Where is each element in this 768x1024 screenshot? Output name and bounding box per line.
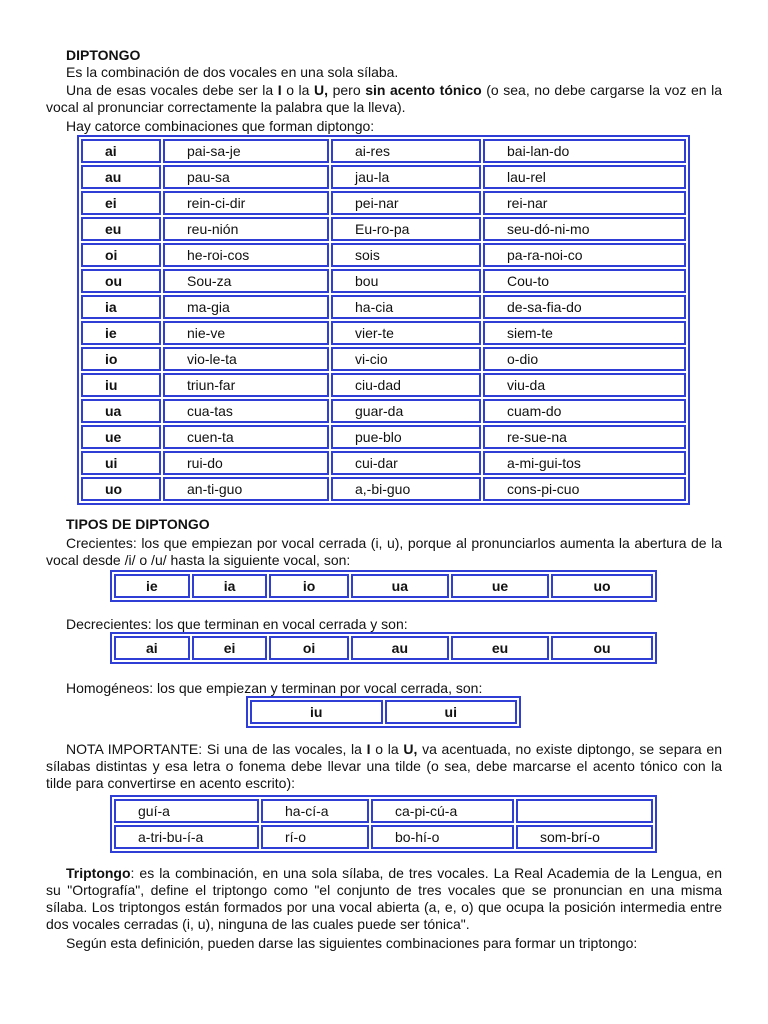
table-row — [81, 269, 686, 293]
table-cell: ha-cí-a — [261, 799, 369, 823]
table-row — [114, 636, 653, 660]
table-cell: vi-cio — [331, 347, 481, 371]
table-cell: Cou-to — [483, 269, 686, 293]
table-cell: uo — [81, 477, 161, 501]
table-row — [114, 799, 653, 823]
table-cell: ia — [81, 295, 161, 319]
table-cell: nie-ve — [163, 321, 329, 345]
table-cell: oi — [81, 243, 161, 267]
table-cell: Eu-ro-pa — [331, 217, 481, 241]
triptongo-text: Triptongo: es la combinación, en una sola sílaba, de tres vocales. La Real Academia de la Lengua, en su "Ortografía", define el triptongo como "el conjunto de tres vocales que se pronuncian en una misma sílaba. Los triptongos están formados por una vocal abierta (a, e, o) que ocupa la posición intermedia entre dos vocales cerradas (i, u), ninguna de las cuales puede ser tónica". — [46, 865, 722, 932]
table-row — [250, 700, 517, 724]
table-row — [114, 825, 653, 849]
table-row — [81, 217, 686, 241]
table-cell: eu — [451, 636, 549, 660]
table-cell: ua — [351, 574, 449, 598]
table-cell: a-tri-bu-í-a — [114, 825, 259, 849]
table-cell: pa-ra-noi-co — [483, 243, 686, 267]
table-cell: a,-bi-guo — [331, 477, 481, 501]
table-row — [81, 477, 686, 501]
table-row — [81, 425, 686, 449]
table-cell: an-ti-guo — [163, 477, 329, 501]
table-cell: ei — [192, 636, 268, 660]
table-cell: viu-da — [483, 373, 686, 397]
table-cell: rí-o — [261, 825, 369, 849]
diptongo-title: DIPTONGO — [66, 47, 141, 63]
table-row — [81, 165, 686, 189]
table-cell: ia — [192, 574, 268, 598]
table-cell: vio-le-ta — [163, 347, 329, 371]
table-cell: cuam-do — [483, 399, 686, 423]
table-cell: reu-nión — [163, 217, 329, 241]
diptongo-count-text: Hay catorce combinaciones que forman diptongo: — [66, 118, 375, 134]
table-cell: ie — [114, 574, 190, 598]
table-cell: siem-te — [483, 321, 686, 345]
table-cell: uo — [551, 574, 653, 598]
table-cell: ou — [81, 269, 161, 293]
table-cell: ca-pi-cú-a — [371, 799, 514, 823]
table-cell: Sou-za — [163, 269, 329, 293]
tipos-title: TIPOS DE DIPTONGO — [66, 516, 210, 532]
table-cell: cons-pi-cuo — [483, 477, 686, 501]
table-cell: ei — [81, 191, 161, 215]
nota-table — [110, 795, 657, 853]
table-row — [81, 399, 686, 423]
table-cell: ma-gia — [163, 295, 329, 319]
table-cell: rei-nar — [483, 191, 686, 215]
table-cell: a-mi-gui-tos — [483, 451, 686, 475]
table-cell: au — [81, 165, 161, 189]
table-cell: ue — [451, 574, 549, 598]
table-cell: oi — [269, 636, 348, 660]
table-cell: triun-far — [163, 373, 329, 397]
table-cell: ciu-dad — [331, 373, 481, 397]
table-cell — [516, 799, 653, 823]
homogeneos-text: Homogéneos: los que empiezan y terminan por vocal cerrada, son: — [66, 680, 483, 696]
diptongo-table — [77, 135, 690, 505]
table-cell: iu — [81, 373, 161, 397]
table-cell: guí-a — [114, 799, 259, 823]
homogeneos-table — [246, 696, 521, 728]
decrecientes-text: Decrecientes: los que terminan en vocal cerrada y son: — [66, 616, 408, 632]
table-row — [81, 295, 686, 319]
table-cell: ui — [81, 451, 161, 475]
triptongo-combinations-text: Según esta definición, pueden darse las siguientes combinaciones para formar un triptongo: — [66, 935, 638, 951]
table-cell: som-brí-o — [516, 825, 653, 849]
table-row — [81, 243, 686, 267]
table-cell: bai-lan-do — [483, 139, 686, 163]
crecientes-table — [110, 570, 657, 602]
table-cell: de-sa-fia-do — [483, 295, 686, 319]
table-cell: cua-tas — [163, 399, 329, 423]
table-cell: pai-sa-je — [163, 139, 329, 163]
table-cell: vier-te — [331, 321, 481, 345]
table-cell: iu — [250, 700, 383, 724]
table-cell: rein-ci-dir — [163, 191, 329, 215]
table-cell: o-dio — [483, 347, 686, 371]
table-cell: seu-dó-ni-mo — [483, 217, 686, 241]
table-cell: he-roi-cos — [163, 243, 329, 267]
table-cell: ou — [551, 636, 653, 660]
table-row — [81, 191, 686, 215]
table-cell: sois — [331, 243, 481, 267]
table-cell: guar-da — [331, 399, 481, 423]
table-cell: eu — [81, 217, 161, 241]
table-row — [81, 347, 686, 371]
nota-importante-text: NOTA IMPORTANTE: Si una de las vocales, la I o la U, va acentuada, no existe diptongo, se separa en sílabas distintas y esa letra o fonema debe llevar una tilde (o sea, debe marcarse el acento tónico con la tilde para convertirse en acento escrito): — [46, 741, 723, 791]
table-cell: bou — [331, 269, 481, 293]
table-cell: ai — [81, 139, 161, 163]
table-cell: ie — [81, 321, 161, 345]
table-row — [114, 574, 653, 598]
table-cell: ai — [114, 636, 190, 660]
diptongo-definition: Es la combinación de dos vocales en una sola sílaba. — [66, 64, 399, 80]
decrecientes-table — [110, 632, 657, 664]
table-cell: cuen-ta — [163, 425, 329, 449]
table-cell: ha-cia — [331, 295, 481, 319]
table-cell: cui-dar — [331, 451, 481, 475]
table-cell: jau-la — [331, 165, 481, 189]
table-cell: ue — [81, 425, 161, 449]
table-row — [81, 451, 686, 475]
table-row — [81, 373, 686, 397]
table-row — [81, 139, 686, 163]
table-cell: ua — [81, 399, 161, 423]
table-cell: pei-nar — [331, 191, 481, 215]
table-cell: pau-sa — [163, 165, 329, 189]
diptongo-rule: Una de esas vocales debe ser la I o la U, pero sin acento tónico (o sea, no debe cargarse la voz en la vocal al pronunciar correctamente la palabra que la lleva). — [46, 82, 723, 115]
crecientes-text: Crecientes: los que empiezan por vocal cerrada (i, u), porque al pronunciarlos aumenta la abertura de la vocal desde /i/ o /u/ hasta la siguiente vocal, son: — [46, 535, 722, 568]
table-cell: lau-rel — [483, 165, 686, 189]
table-cell: re-sue-na — [483, 425, 686, 449]
table-cell: ui — [385, 700, 518, 724]
table-cell: pue-blo — [331, 425, 481, 449]
table-cell: io — [81, 347, 161, 371]
table-cell: rui-do — [163, 451, 329, 475]
table-cell: io — [269, 574, 348, 598]
table-cell: bo-hí-o — [371, 825, 514, 849]
table-cell: au — [351, 636, 449, 660]
table-row — [81, 321, 686, 345]
table-cell: ai-res — [331, 139, 481, 163]
